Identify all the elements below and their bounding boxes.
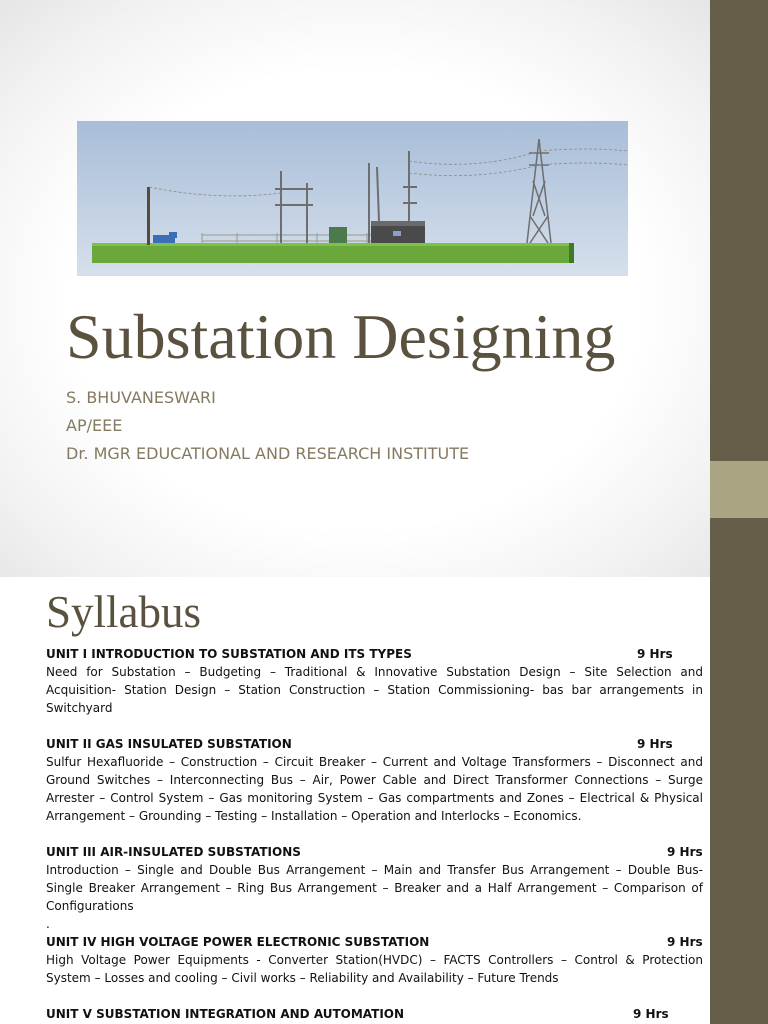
author-designation: AP/EEE bbox=[66, 416, 123, 435]
slide-side-bar bbox=[710, 0, 768, 577]
side-bar-accent bbox=[710, 461, 768, 518]
unit-hours: 9 Hrs bbox=[667, 845, 703, 859]
substation-illustration bbox=[77, 121, 628, 276]
unit-heading: UNIT II GAS INSULATED SUBSTATION bbox=[46, 737, 292, 751]
unit-4 bbox=[46, 933, 703, 987]
unit-heading: UNIT V SUBSTATION INTEGRATION AND AUTOMATION bbox=[46, 1007, 405, 1021]
unit-description: Need for Substation – Budgeting – Traditional & Innovative Substation Design – Site Selection and Acquisition- Station Design – Station Construction – Station Commissioning- bas bar arrangements in Switchyard bbox=[46, 665, 703, 715]
unit-heading: UNIT I INTRODUCTION TO SUBSTATION AND ITS TYPES bbox=[46, 647, 412, 661]
unit-description: Introduction – Single and Double Bus Arrangement – Main and Transfer Bus Arrangement – Double Bus-Single Breaker Arrangement – Ring Bus Arrangement – Breaker and a Half Arrangement – Comparison of Configurations bbox=[46, 863, 703, 913]
unit-hours: 9 Hrs bbox=[667, 935, 703, 949]
presentation-title: Substation Designing bbox=[66, 301, 616, 372]
unit-3: UNIT III AIR-INSULATED SUBSTATIONS 9 Hrs Introduction – Single and Double Bus Arrangement – Main and Transfer Bus Arrangement – Double Bus-Single Breaker Arrangement – Ring Bus Arrangement – Breaker and a Half Arrangement – Comparison of Configurations . bbox=[46, 845, 703, 931]
unit-heading: UNIT IV HIGH VOLTAGE POWER ELECTRONIC SUBSTATION bbox=[46, 935, 430, 949]
syllabus-slide bbox=[0, 577, 768, 1024]
unit-hours: 9 Hrs bbox=[633, 1007, 669, 1021]
syllabus-units bbox=[46, 645, 703, 1024]
author-name: S. BHUVANESWARI bbox=[66, 388, 216, 407]
unit-2 bbox=[46, 735, 703, 825]
unit-5 bbox=[46, 1005, 703, 1023]
unit-hours: 9 Hrs bbox=[637, 737, 673, 751]
syllabus-title: Syllabus bbox=[46, 587, 202, 637]
unit-heading: UNIT III AIR-INSULATED SUBSTATIONS bbox=[46, 845, 301, 859]
unit-hours: 9 Hrs bbox=[637, 647, 673, 661]
unit-description: High Voltage Power Equipments - Converter Station(HVDC) – FACTS Controllers – Control & Protection System – Losses and cooling – Civil works – Reliability and Availability – Future Trends bbox=[46, 953, 703, 985]
slide-side-bar bbox=[710, 577, 768, 1024]
unit-description: Sulfur Hexafluoride – Construction – Circuit Breaker – Current and Voltage Transformers – Disconnect and Ground Switches – Interconnecting Bus – Air, Power Cable and Direct Transformer Connections – Surge Arrester – Control System – Gas monitoring System – Gas compartments and Zones – Electrical & Physical Arrangement – Grounding – Testing – Installation – Operation and Interlocks – Economics. bbox=[46, 755, 703, 823]
institute-name: Dr. MGR EDUCATIONAL AND RESEARCH INSTITUTE bbox=[66, 444, 470, 463]
unit-1 bbox=[46, 645, 703, 717]
